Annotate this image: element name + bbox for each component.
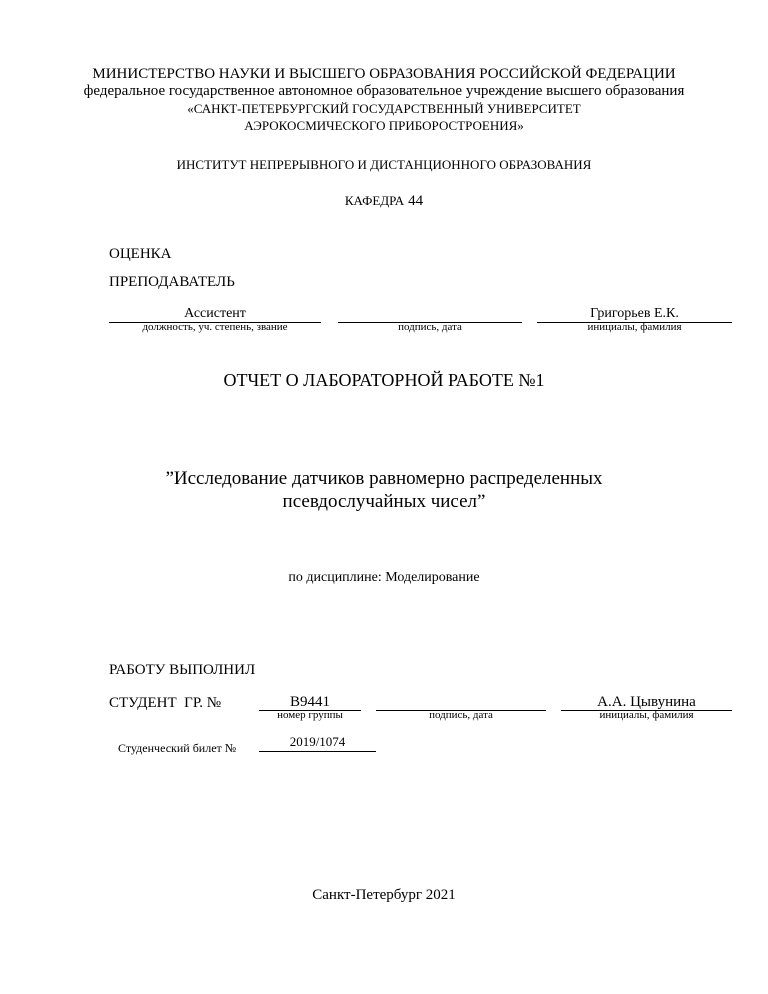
student-name: А.А. Цывунина: [597, 694, 696, 710]
grade-label: ОЦЕНКА: [109, 246, 172, 262]
ticket-label: Студенческий билет №: [118, 741, 237, 755]
discipline: по дисциплине: Моделирование: [288, 570, 480, 585]
group-caption: номер группы: [277, 709, 343, 721]
department-number: 44: [408, 193, 424, 209]
teacher-label: ПРЕПОДАВАТЕЛЬ: [109, 274, 235, 290]
city-year: Санкт-Петербург 2021: [312, 887, 456, 903]
ticket-line: [259, 751, 376, 752]
department: [0, 192, 768, 210]
teacher-name-caption: инициалы, фамилия: [587, 321, 682, 333]
institute-name: ИНСТИТУТ НЕПРЕРЫВНОГО И ДИСТАНЦИОННОГО ОБРАЗОВАНИЯ: [176, 157, 592, 172]
student-signature-caption: подпись, дата: [429, 709, 493, 721]
ministry-title: МИНИСТЕРСТВО НАУКИ И ВЫСШЕГО ОБРАЗОВАНИЯ РОССИЙСКОЙ ФЕДЕРАЦИИ: [92, 66, 676, 82]
department-label: КАФЕДРА: [344, 193, 405, 208]
report-title: ОТЧЕТ О ЛАБОРАТОРНОЙ РАБОТЕ №1: [223, 370, 545, 390]
done-by-label: РАБОТУ ВЫПОЛНИЛ: [109, 662, 256, 678]
report-topic-line1: ”Исследование датчиков равномерно распределенных: [165, 468, 603, 489]
teacher-signature-caption: подпись, дата: [398, 321, 462, 333]
university-name-line1: «САНКТ-ПЕТЕРБУРГСКИЙ ГОСУДАРСТВЕННЫЙ УНИВЕРСИТЕТ: [187, 101, 581, 116]
student-label: СТУДЕНТ ГР. №: [109, 695, 222, 711]
teacher-position: Ассистент: [184, 306, 246, 321]
ticket-number: 2019/1074: [289, 734, 346, 749]
report-topic-line2: псевдослучайных чисел”: [282, 491, 486, 512]
institution-type: федеральное государственное автономное образовательное учреждение высшего образования: [83, 83, 685, 99]
student-name-caption: инициалы, фамилия: [599, 709, 694, 721]
university-name-line2: АЭРОКОСМИЧЕСКОГО ПРИБОРОСТРОЕНИЯ»: [244, 118, 524, 133]
group-number: В9441: [289, 694, 330, 710]
teacher-name: Григорьев Е.К.: [590, 306, 679, 321]
position-caption: должность, уч. степень, звание: [142, 321, 288, 333]
